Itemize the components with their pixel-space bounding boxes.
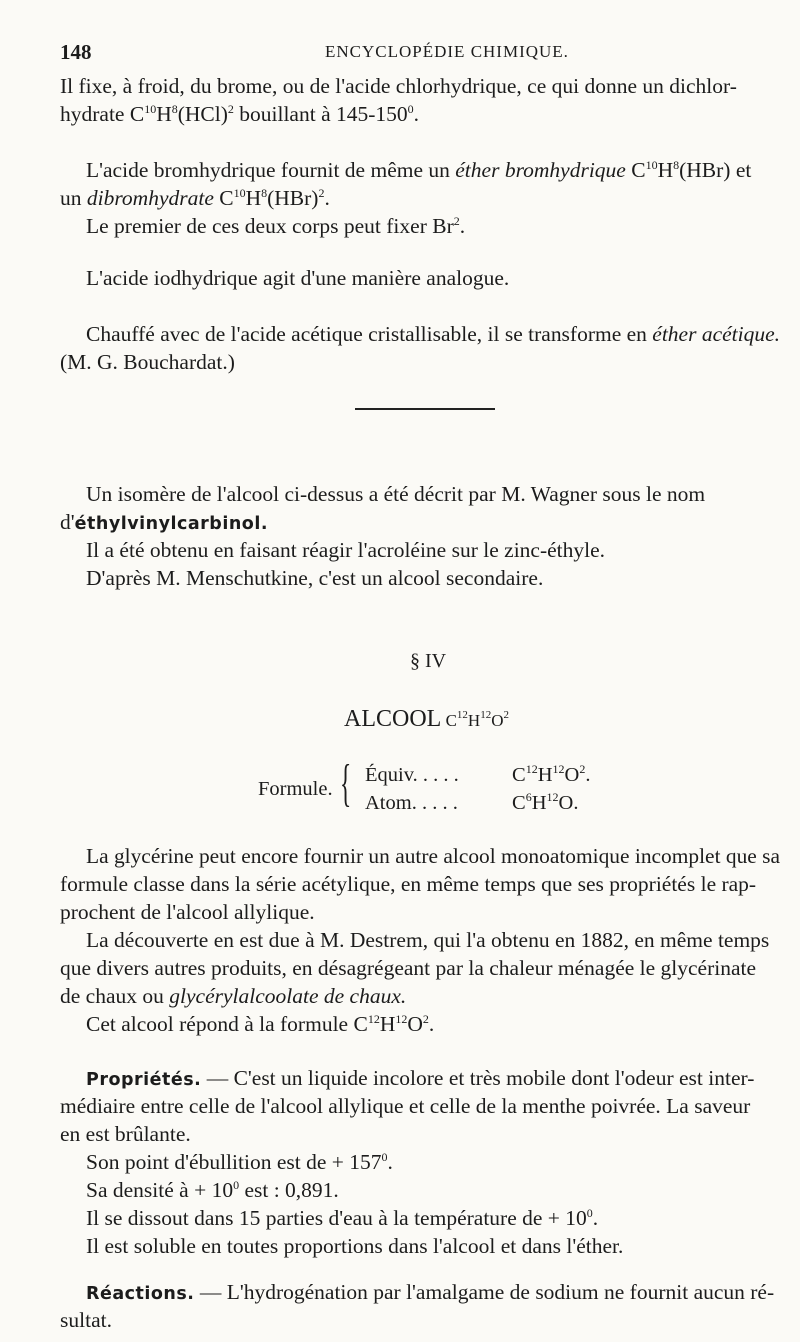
text-line: Cet alcool répond à la formule $C^{12}H^{12}O^2$. [86,1012,435,1036]
section-title: ALCOOL $C^{12}H^{12}O^2$ [344,706,509,732]
brace-icon: { [340,755,352,812]
text-line: prochent de l'alcool allylique. [60,900,315,924]
text-line: L'acide bromhydrique fournit de même un éther bromhydrique $C^{10}H^8(HBr)$ et [86,158,752,182]
compound-name: éthylvinylcarbinol. [74,514,268,534]
formula-equiv-label: Équiv. . . . . [365,764,459,786]
section-number: § IV [410,650,447,672]
page-number: 148 [60,40,92,64]
section-divider [355,408,495,410]
text-line: de chaux ou glycérylalcoolate de chaux. [60,984,407,1008]
text-line: Réactions. — L'hydrogénation par l'amalgame de sodium ne fournit aucun ré- [86,1280,775,1304]
text-line: Son point d'ébullition est de + $157^0$. [86,1150,393,1174]
text-line: Il a été obtenu en faisant réagir l'acroléine sur le zinc-éthyle. [86,538,606,562]
text-line: un dibromhydrate $C^{10}H^8(HBr)^2$. [60,186,330,210]
text-line: médiaire entre celle de l'alcool allylique et celle de la menthe poivrée. La saveur [60,1094,751,1118]
text-line: L'acide iodhydrique agit d'une manière analogue. [86,266,510,290]
text-line: formule classe dans la série acétylique, en même temps que ses propriétés le rap- [60,872,757,896]
text-line: d'éthylvinylcarbinol. [60,510,268,534]
text-line: Le premier de ces deux corps peut fixer Br$^2$. [86,214,466,238]
subheading-proprietes: Propriétés. [86,1070,202,1090]
page-header [60,40,760,64]
text-line: Il se dissout dans 15 parties d'eau à la température de + $10^0$. [86,1206,599,1230]
text-line: Sa densité à + $10^0$ est : 0,891. [86,1178,339,1202]
text-line: (M. G. Bouchardat.) [60,350,235,374]
formula-equiv: $C^{12}H^{12}O^2$. [512,762,591,786]
text-line: hydrate $C^{10}H^8(HCl)^2$ bouillant à $145-150^0$. [60,102,420,126]
text-line: en est brûlante. [60,1122,191,1146]
running-title: ENCYCLOPÉDIE CHIMIQUE. [325,42,569,61]
text-line: La découverte en est due à M. Destrem, qui l'a obtenu en 1882, en même temps [86,928,770,952]
formula-atom: $C^6H^{12}O$. [512,790,579,814]
text-line: Il est soluble en toutes proportions dans l'alcool et dans l'éther. [86,1234,624,1258]
formula-atom-label: Atom. . . . . [365,792,458,814]
text-line: D'après M. Menschutkine, c'est un alcool secondaire. [86,566,544,590]
text-line: Propriétés. — C'est un liquide incolore et très mobile dont l'odeur est inter- [86,1066,755,1090]
formula-label: Formule. [258,778,333,800]
text-line: Un isomère de l'alcool ci-dessus a été décrit par M. Wagner sous le nom [86,482,706,506]
text-line: La glycérine peut encore fournir un autre alcool monoatomique incomplet que sa [86,844,780,868]
text-line: Chauffé avec de l'acide acétique cristallisable, il se transforme en éther acétique. [86,322,781,346]
text-line: Il fixe, à froid, du brome, ou de l'acide chlorhydrique, ce qui donne un dichlor- [60,74,737,98]
text-line: que divers autres produits, en désagrégeant par la chaleur ménagée le glycérinate [60,956,757,980]
subheading-reactions: Réactions. [86,1284,195,1304]
text-line: sultat. [60,1308,112,1332]
